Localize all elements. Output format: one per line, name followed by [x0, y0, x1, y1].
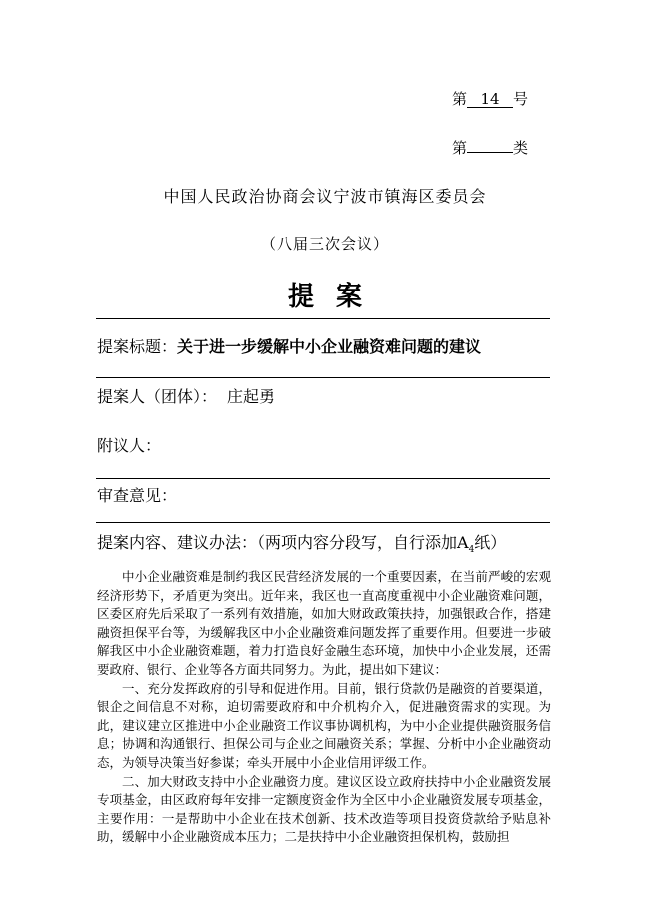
body-paragraph: 中小企业融资难是制约我区民营经济发展的一个重要因素，在当前严峻的宏观经济形势下，矛盾更为突出。近年来，我区也一直高度重视中小企业融资难问题，区委区府先后采取了一系列有效措施，如加大财政政策扶持，加强银政合作，搭建融资担保平台等，为缓解我区中小企业融资难问题发挥了重要作用。但要进一步破解我区中小企业融资难题，着力打造良好金融生态环境，加快中小企业发展，还需要政府、银行、企业等各方面共同努力。为此，提出如下建议： — [97, 569, 551, 677]
divider — [96, 522, 550, 523]
category-suffix: 类 — [513, 139, 529, 157]
review-label: 审查意见： — [97, 486, 178, 505]
title-label: 提案标题： — [97, 337, 178, 356]
divider — [96, 377, 550, 378]
proposer-label: 提案人（团体）： — [97, 387, 218, 406]
document-title: 提案 — [287, 282, 384, 312]
proposal-category — [452, 136, 528, 158]
number-prefix: 第 — [452, 90, 468, 108]
session-name: （八届三次会议） — [260, 235, 389, 253]
review-row — [97, 483, 177, 506]
proposer-row — [97, 384, 275, 407]
organization-name: 中国人民政治协商会议宁波市镇海区委员会 — [163, 187, 487, 206]
body-paragraph: 二、加大财政支持中小企业融资力度。建议区设立政府扶持中小企业融资发展专项基金，由区政府每年安排一定额度资金作为全区中小企业融资发展专项基金，主要作用：一是帮助中小企业在技术创新、技术改造等项目投资贷款给予贴息补助，缓解中小企业融资成本压力；二是扶持中小企业融资担保机构，鼓励担 — [97, 773, 551, 845]
content-label-subscript: 4 — [468, 545, 475, 556]
proposal-body — [97, 568, 551, 847]
content-row — [97, 530, 506, 555]
seconder-row — [97, 433, 161, 456]
seconder-label: 附议人： — [97, 436, 162, 455]
body-paragraph: 一、充分发挥政府的引导和促进作用。目前，银行贷款仍是融资的首要渠道，银企之间信息不对称，迫切需要政府和中介机构介入，促进融资需求的实现。为此，建议建立区推进中小企业融资工作议事协调机构，为中小企业提供融资服务信息；协调和沟通银行、担保公司与企业之间融资关系；掌握、分析中小企业融资动态，为领导决策当好参谋；牵头开展中小企业信用评级工作。 — [97, 680, 551, 770]
proposer-value: 庄起勇 — [227, 387, 276, 406]
proposal-number — [452, 88, 528, 109]
category-prefix: 第 — [452, 139, 468, 157]
number-field[interactable]: 14 — [467, 91, 513, 108]
title-row — [97, 334, 481, 357]
category-field[interactable] — [467, 136, 513, 153]
number-suffix: 号 — [513, 90, 529, 108]
content-label-end: 纸） — [474, 533, 507, 552]
content-label: 提案内容、建议办法：（两项内容分段写，自行添加A — [97, 533, 469, 552]
title-value: 关于进一步缓解中小企业融资难问题的建议 — [177, 337, 482, 356]
divider — [96, 318, 550, 319]
divider — [96, 478, 550, 479]
